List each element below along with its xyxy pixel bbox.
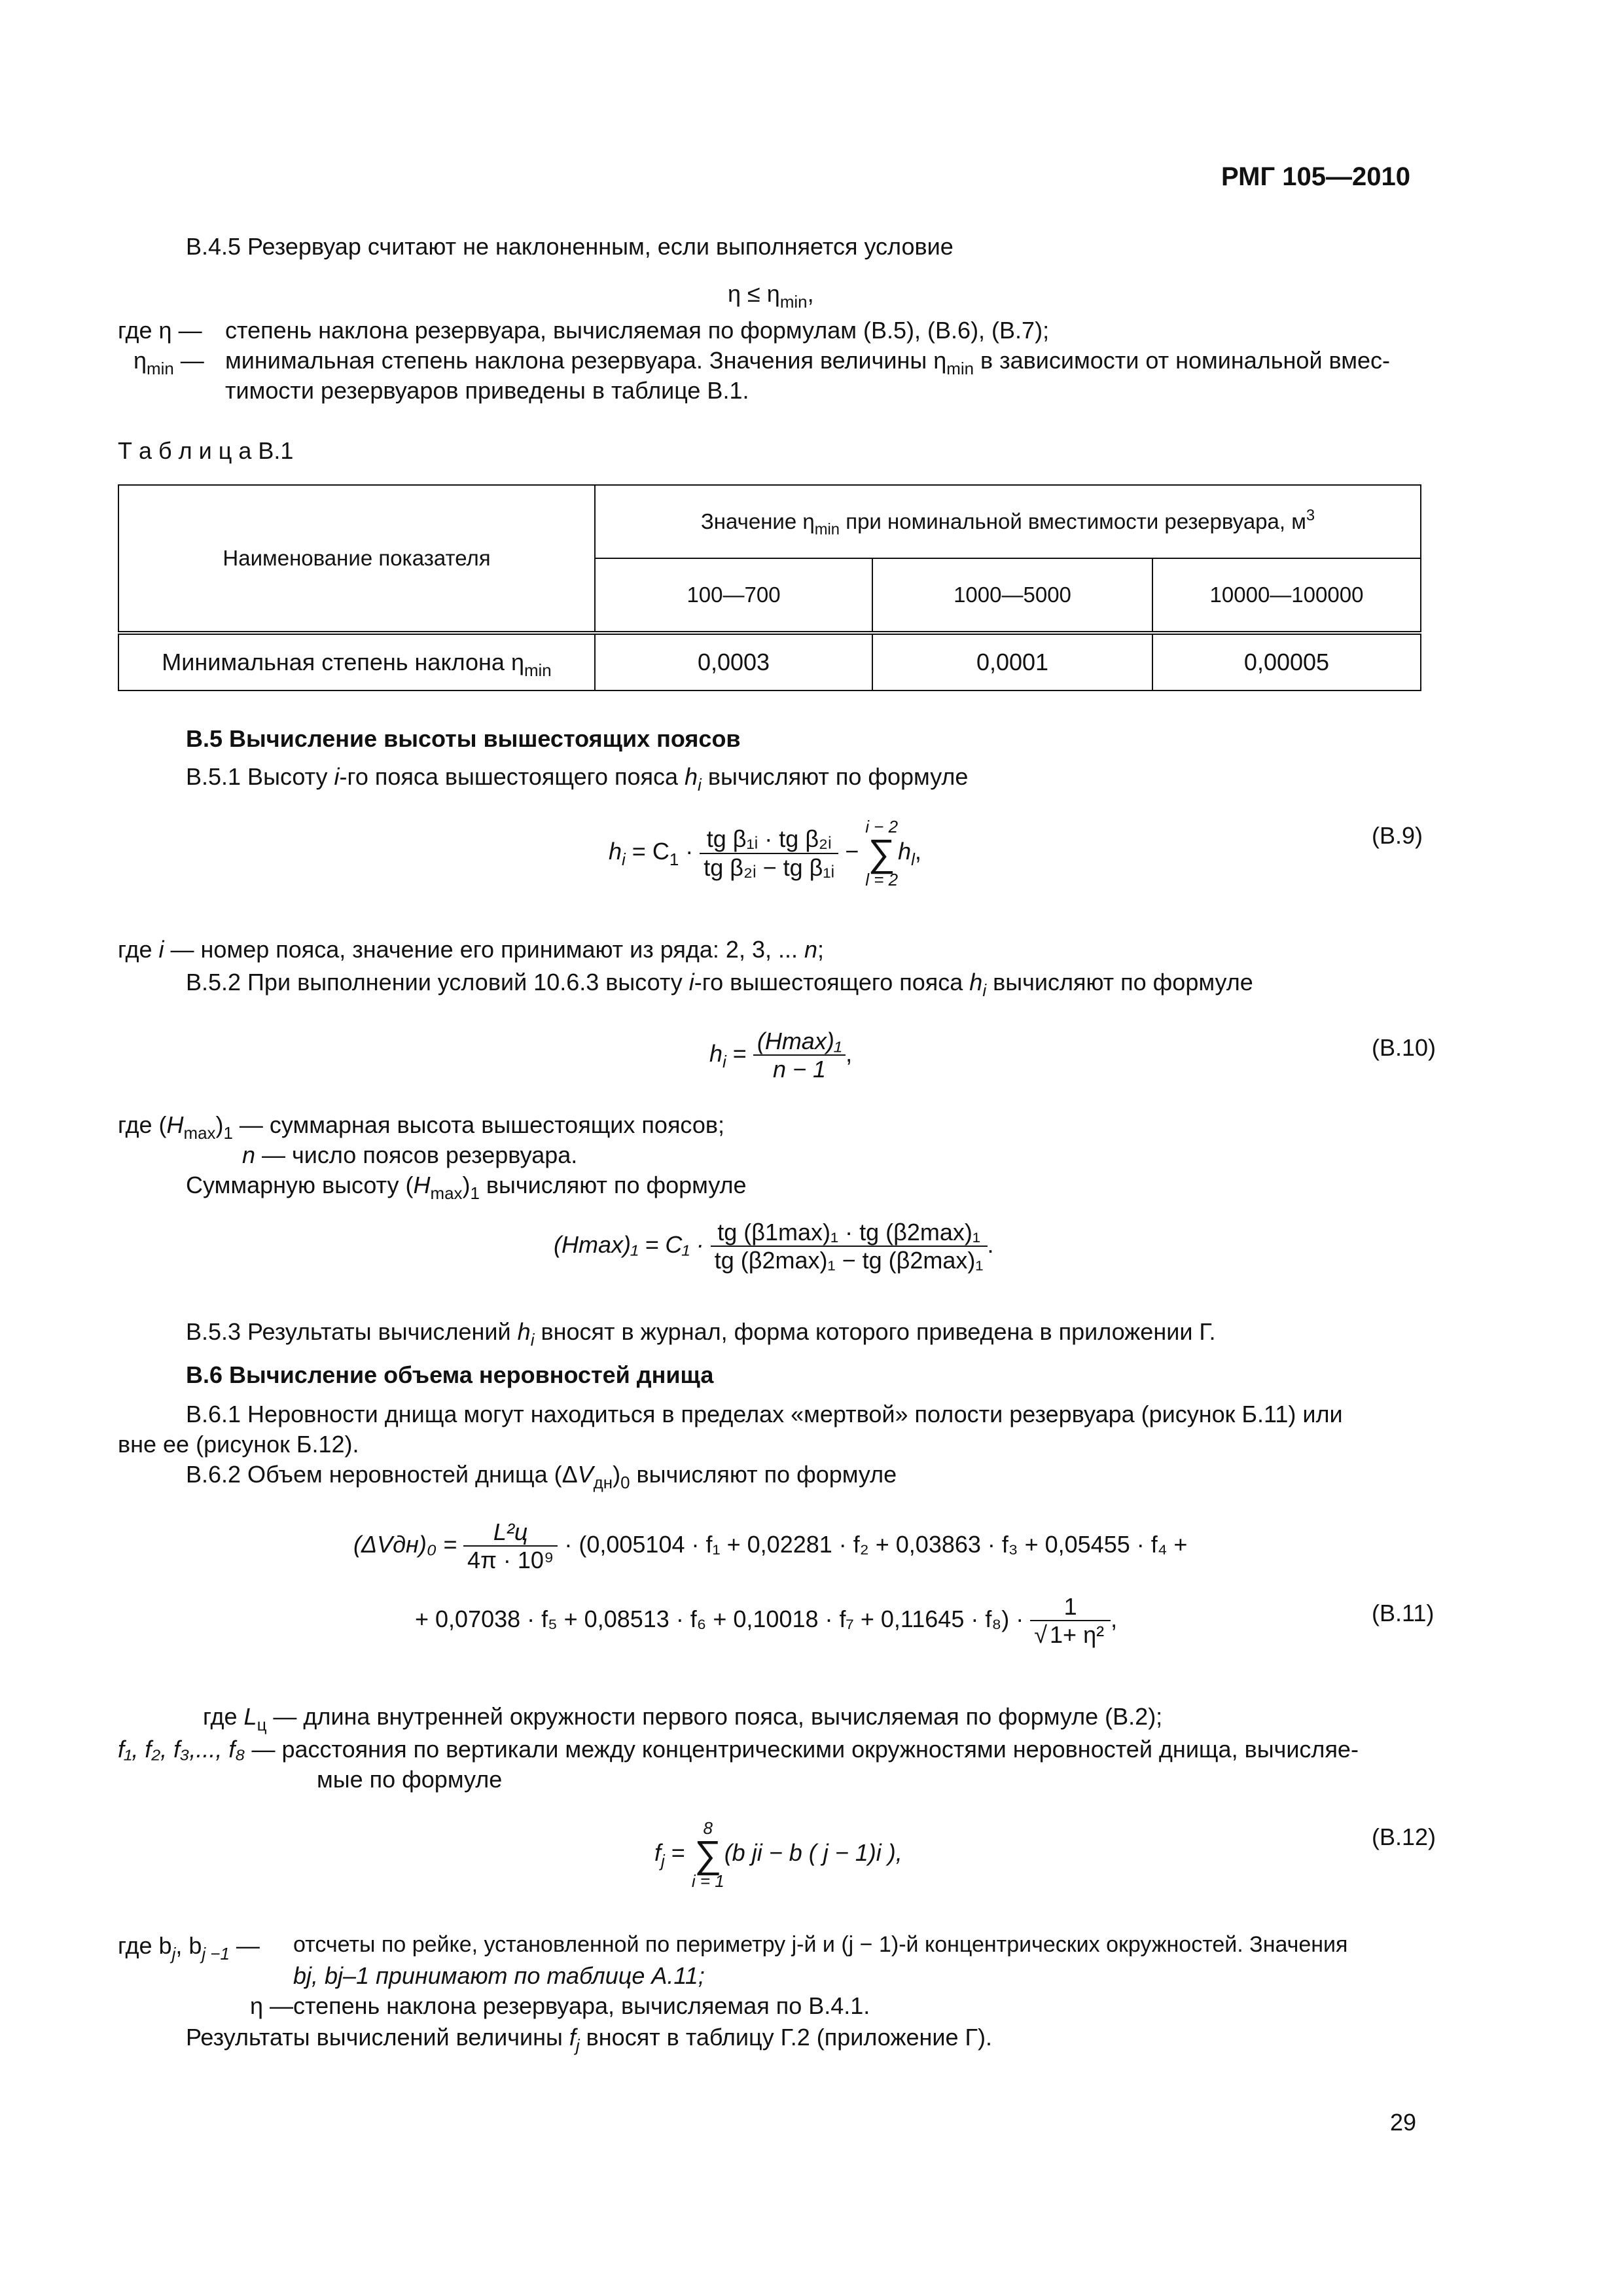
where-b-text: отсчеты по рейке, установленной по периметру j-й и (j − 1)-й концентрических окружностей. Значения [293,1932,1348,1957]
page-number: 29 [1390,2109,1417,2136]
equation-number-b11: (В.11) [1372,1600,1435,1626]
clause-b53: В.5.3 Результаты вычислений $h_i$ вносят в журнал, форма которого приведена в приложении Г. [186,1318,1216,1350]
condition-formula: $\eta \le \eta_{min}$, [728,280,814,312]
where-L: где $L_ц$ — длина внутренней окружности первого пояса, вычисляемая по формуле (В.2); [203,1703,1163,1735]
table-row-label: Минимальная степень наклона $\eta_{min}$ [118,633,595,691]
table-col-header: 100—700 [595,558,872,633]
where-eta2-text: степень наклона резервуара, вычисляемая по В.4.1. [293,1992,870,2019]
table-col-header: 10000—100000 [1152,558,1421,633]
formula-b10: $h_i$ = $\frac{\text{(Hmax)₁}}{n - 1}$ , [709,1028,853,1083]
where-b-text-cont: bj, bj–1 принимают по таблице А.11; [293,1962,705,1989]
table-cell: 0,00005 [1152,633,1421,691]
where-etamin-text-cont: тимости резервуаров приведены в таблице В.1. [225,377,749,404]
where-eta-lead: где η — [118,317,202,344]
where-i: где i — номер пояса, значение его принимают из ряда: 2, 3, ... n; [118,936,825,963]
table-cell: 0,0001 [872,633,1152,691]
table-caption: Т а б л и ц а В.1 [118,437,294,464]
formula-b11-line2: + 0,07038 · f₅ + 0,08513 · f₆ + 0,10018 · f₇ + 0,11645 · f₈) · $\frac{1}{\text{√ 1+ η²}}$ , [415,1593,1118,1649]
table-cell: 0,0003 [595,633,872,691]
clause-b62: В.6.2 Объем неровностей днища $(\Delta V_{дн})_0$ вычисляют по формуле [186,1461,897,1493]
where-eta-text: степень наклона резервуара, вычисляемая по формулам (В.5), (В.6), (В.7); [225,317,1050,344]
where-etamin-lead: $\eta_{min}$ — [134,347,204,379]
where-n: n — число поясов резервуара. [242,1141,578,1168]
section-heading-b5: В.5 Вычисление высоты вышестоящих поясов [186,725,741,752]
clause-b61: В.6.1 Неровности днища могут находиться в пределах «мертвой» полости резервуара (рисунок Б.11) или [186,1401,1343,1427]
table-col-header-name: Наименование показателя [118,485,595,633]
where-b-lead: где $b_j$, $b_{j -1}$ — [118,1932,260,1964]
where-f-cont: мые по формуле [317,1766,503,1793]
equation-number-b10: (В.10) [1372,1034,1436,1061]
where-hmax: где $(H_{max})_1$ — суммарная высота вышестоящих поясов; [118,1111,724,1143]
formula-b11-line1: (ΔVдн)₀ = $\frac{\text{L²ц}}{\text{4π · 10⁹}}$ · (0,005104 · f₁ + 0,02281 · f₂ + 0,03863 · f₃ + 0,05455 · f₄ + [353,1518,1188,1574]
clause-b45: В.4.5 Резервуар считают не наклоненным, если выполняется условие [186,233,954,260]
formula-b12: $f_j$ = 8 ∑ i = 1 (b ji − b ( j − 1)i ), [654,1818,902,1892]
clause-b61-cont: вне ее (рисунок Б.12). [118,1431,359,1458]
clause-b51: В.5.1 Высоту i-го пояса вышестоящего пояса $h_i$ вычисляют по формуле [186,763,969,795]
table-b1 [118,484,1421,691]
where-eta2-lead: η — [250,1992,294,2019]
sum-height-intro: Суммарную высоту $(H_{max})_1$ вычисляют по формуле [186,1172,747,1204]
table-col-header: 1000—5000 [872,558,1152,633]
table-group-header: Значение $\eta_{min}$ при номинальной вместимости резервуара, $м^3$ [595,485,1421,558]
formula-hmax: (Hmax)₁ = C₁ · $\frac{\text{tg (β1max)₁ · tg (β2max)₁}}{\text{tg (β2max)₁ − tg (β2max)₁}}$ . [554,1219,994,1274]
document-code: РМГ 105—2010 [1221,162,1410,191]
equation-number-b12: (В.12) [1372,1823,1436,1850]
where-etamin-text: минимальная степень наклона резервуара. Значения величины $\eta_{min}$ в зависимости от номинальной вмес- [225,347,1391,379]
clause-b52: В.5.2 При выполнении условий 10.6.3 высоту i-го вышестоящего пояса $h_i$ вычисляют по формуле [186,969,1253,1001]
results-note: Результаты вычислений величины $f_j$ вносят в таблицу Г.2 (приложение Г). [186,2024,993,2056]
section-heading-b6: В.6 Вычисление объема неровностей днища [186,1361,714,1388]
formula-b9: $h_i = C_1$ · $\frac{\text{tg β₁ᵢ · tg β₂ᵢ}}{\text{tg β₂ᵢ − tg β₁ᵢ}}$ − i − 2 ∑ l = 2 $h_l$, [609,817,921,890]
where-f: f₁, f₂, f₃,..., f₈ — расстояния по вертикали между концентрическими окружностями неровностей днища, вычисляе- [118,1736,1359,1763]
equation-number-b9: (В.9) [1372,822,1423,849]
